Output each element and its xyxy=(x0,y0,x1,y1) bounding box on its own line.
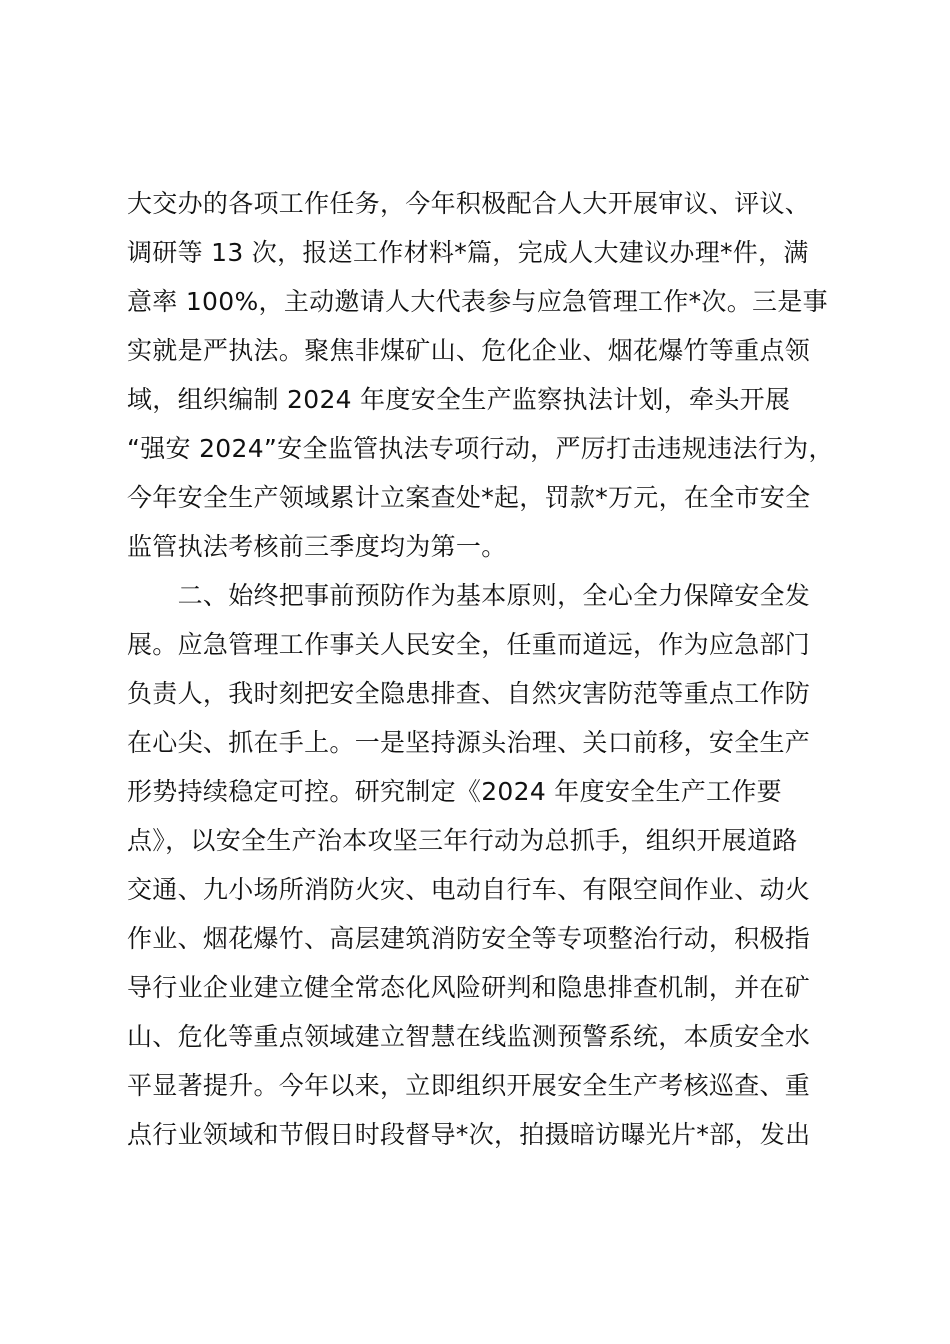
text-line: 调研等 13 次，报送工作材料*篇，完成人大建议办理*件，满 xyxy=(127,238,809,267)
text-line: 点》，以安全生产治本攻坚三年行动为总抓手，组织开展道路 xyxy=(127,826,798,855)
text-line: 监管执法考核前三季度均为第一。 xyxy=(127,532,507,561)
text-line: 实就是严执法。聚焦非煤矿山、危化企业、烟花爆竹等重点领 xyxy=(127,336,811,365)
text-line: 负责人，我时刻把安全隐患排查、自然灾害防范等重点工作防 xyxy=(127,679,811,708)
text-line: 今年安全生产领域累计立案查处*起，罚款*万元，在全市安全 xyxy=(127,483,811,512)
text-line: “强安 2024”安全监管执法专项行动，严厉打击违规违法行为， xyxy=(127,434,834,463)
text-line: 山、危化等重点领域建立智慧在线监测预警系统，本质安全水 xyxy=(127,1022,811,1051)
text-line: 展。应急管理工作事关人民安全，任重而道远，作为应急部门 xyxy=(127,630,811,659)
text-line: 点行业领域和节假日时段督导*次，拍摄暗访曝光片*部，发出 xyxy=(127,1120,811,1149)
body-text xyxy=(127,179,837,1159)
text-line: 域，组织编制 2024 年度安全生产监察执法计划，牵头开展 xyxy=(127,385,791,414)
text-line: 在心尖、抓在手上。一是坚持源头治理、关口前移，安全生产 xyxy=(127,728,811,757)
text-line: 交通、九小场所消防火灾、电动自行车、有限空间作业、动火 xyxy=(127,875,811,904)
text-line: 大交办的各项工作任务，今年积极配合人大开展审议、评议、 xyxy=(127,189,811,218)
text-line: 平显著提升。今年以来，立即组织开展安全生产考核巡查、重 xyxy=(127,1071,811,1100)
text-line: 形势持续稳定可控。研究制定《2024 年度安全生产工作要 xyxy=(127,777,782,806)
text-line: 导行业企业建立健全常态化风险研判和隐患排查机制，并在矿 xyxy=(127,973,811,1002)
text-line: 作业、烟花爆竹、高层建筑消防安全等专项整治行动，积极指 xyxy=(127,924,811,953)
text-line: 二、始终把事前预防作为基本原则，全心全力保障安全发 xyxy=(127,581,811,610)
text-line: 意率 100%，主动邀请人大代表参与应急管理工作*次。三是事 xyxy=(127,287,828,316)
